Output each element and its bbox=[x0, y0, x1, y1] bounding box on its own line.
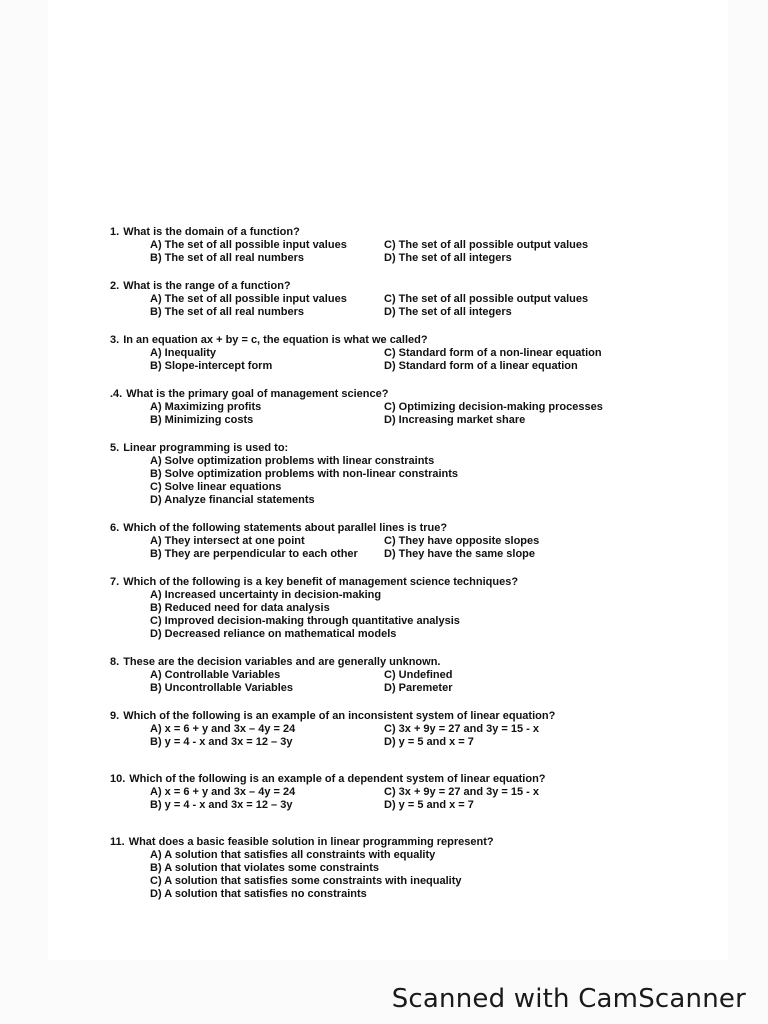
answer-option: B) The set of all real numbers bbox=[150, 252, 305, 264]
answer-option: D) Increasing market share bbox=[384, 414, 526, 426]
answer-option: C) The set of all possible output values bbox=[384, 293, 589, 305]
answer-option: D) They have the same slope bbox=[384, 548, 535, 560]
answer-option: D) y = 5 and x = 7 bbox=[384, 799, 474, 811]
answer-option: C) Solve linear equations bbox=[150, 481, 282, 493]
answer-options bbox=[150, 347, 630, 373]
answer-option: C) Standard form of a non-linear equation bbox=[384, 347, 602, 359]
question-text-line bbox=[110, 576, 630, 589]
answer-option: C) 3x + 9y = 27 and 3y = 15 - x bbox=[384, 723, 540, 735]
answer-option: A) A solution that satisfies all constraints with equality bbox=[150, 849, 436, 861]
answer-option: A) x = 6 + y and 3x – 4y = 24 bbox=[150, 786, 296, 798]
answer-option: A) Inequality bbox=[150, 347, 217, 359]
camscanner-watermark: Scanned with CamScanner bbox=[391, 984, 746, 1014]
answer-option: C) The set of all possible output values bbox=[384, 239, 589, 251]
answer-option: D) Analyze financial statements bbox=[150, 494, 315, 506]
question-block bbox=[110, 773, 630, 812]
answer-option: A) Maximizing profits bbox=[150, 401, 262, 413]
question-text-line bbox=[110, 836, 630, 849]
question-block bbox=[110, 388, 630, 427]
answer-option: B) Reduced need for data analysis bbox=[150, 602, 330, 614]
question-text-line bbox=[110, 388, 630, 401]
answer-option: C) Improved decision-making through quantitative analysis bbox=[150, 615, 460, 627]
question-text: What does a basic feasible solution in linear programming represent? bbox=[128, 836, 494, 848]
answer-options bbox=[150, 589, 630, 641]
answer-options bbox=[150, 239, 630, 265]
question-number: .4. bbox=[110, 388, 123, 400]
question-number: 8. bbox=[110, 656, 120, 668]
answer-option: D) A solution that satisfies no constraints bbox=[150, 888, 367, 900]
answer-option: B) Solve optimization problems with non-linear constraints bbox=[150, 468, 459, 480]
answer-option: D) Decreased reliance on mathematical models bbox=[150, 628, 397, 640]
question-text: In an equation ax + by = c, the equation is what we called? bbox=[123, 334, 428, 346]
question-list bbox=[110, 226, 630, 901]
answer-option: D) The set of all integers bbox=[384, 252, 512, 264]
answer-option: B) Minimizing costs bbox=[150, 414, 254, 426]
answer-option: B) The set of all real numbers bbox=[150, 306, 305, 318]
answer-options bbox=[150, 723, 630, 749]
question-text-line bbox=[110, 334, 630, 347]
answer-options bbox=[150, 669, 630, 695]
answer-options bbox=[150, 455, 630, 507]
answer-option: B) Uncontrollable Variables bbox=[150, 682, 294, 694]
question-text-line bbox=[110, 522, 630, 535]
answer-option: B) y = 4 - x and 3x = 12 – 3y bbox=[150, 736, 293, 748]
answer-option: C) Undefined bbox=[384, 669, 453, 681]
question-block bbox=[110, 334, 630, 373]
answer-option: D) Paremeter bbox=[384, 682, 453, 694]
answer-option: B) Slope-intercept form bbox=[150, 360, 273, 372]
question-text-line bbox=[110, 442, 630, 455]
answer-option: B) A solution that violates some constraints bbox=[150, 862, 379, 874]
answer-option: C) Optimizing decision-making processes bbox=[384, 401, 603, 413]
question-number: 3. bbox=[110, 334, 120, 346]
answer-options bbox=[150, 401, 630, 427]
question-number: 6. bbox=[110, 522, 120, 534]
question-number: 7. bbox=[110, 576, 120, 588]
question-text: Which of the following is a key benefit of management science techniques? bbox=[123, 576, 519, 588]
question-text: Which of the following is an example of a dependent system of linear equation? bbox=[129, 773, 546, 785]
question-block bbox=[110, 836, 630, 901]
answer-option: A) The set of all possible input values bbox=[150, 293, 347, 305]
question-block bbox=[110, 656, 630, 695]
question-number: 11. bbox=[110, 836, 125, 848]
answer-option: C) A solution that satisfies some constraints with inequality bbox=[150, 875, 462, 887]
question-text: What is the domain of a function? bbox=[123, 226, 300, 238]
answer-option: B) y = 4 - x and 3x = 12 – 3y bbox=[150, 799, 293, 811]
question-number: 1. bbox=[110, 226, 120, 238]
answer-option: A) Controllable Variables bbox=[150, 669, 281, 681]
answer-option: C) They have opposite slopes bbox=[384, 535, 540, 547]
question-text: Which of the following statements about parallel lines is true? bbox=[123, 522, 448, 534]
question-text: These are the decision variables and are generally unknown. bbox=[123, 656, 441, 668]
question-block bbox=[110, 226, 630, 265]
question-text: Which of the following is an example of an inconsistent system of linear equation? bbox=[123, 710, 556, 722]
question-text-line bbox=[110, 710, 630, 723]
question-block bbox=[110, 522, 630, 561]
answer-options bbox=[150, 849, 630, 901]
answer-option: A) x = 6 + y and 3x – 4y = 24 bbox=[150, 723, 296, 735]
answer-option: A) They intersect at one point bbox=[150, 535, 305, 547]
question-text-line bbox=[110, 773, 630, 786]
answer-option: C) 3x + 9y = 27 and 3y = 15 - x bbox=[384, 786, 540, 798]
question-text: What is the range of a function? bbox=[123, 280, 291, 292]
question-text-line bbox=[110, 226, 630, 239]
answer-option: A) Increased uncertainty in decision-making bbox=[150, 589, 382, 601]
answer-options bbox=[150, 535, 630, 561]
answer-option: A) Solve optimization problems with linear constraints bbox=[150, 455, 435, 467]
answer-option: A) The set of all possible input values bbox=[150, 239, 347, 251]
question-text: Linear programming is used to: bbox=[123, 442, 289, 454]
question-number: 10. bbox=[110, 773, 126, 785]
question-text-line bbox=[110, 656, 630, 669]
answer-options bbox=[150, 293, 630, 319]
answer-option: D) Standard form of a linear equation bbox=[384, 360, 578, 372]
question-block bbox=[110, 710, 630, 749]
question-number: 5. bbox=[110, 442, 120, 454]
question-number: 9. bbox=[110, 710, 120, 722]
question-number: 2. bbox=[110, 280, 120, 292]
answer-option: D) y = 5 and x = 7 bbox=[384, 736, 474, 748]
question-text-line bbox=[110, 280, 630, 293]
answer-options bbox=[150, 786, 630, 812]
answer-option: B) They are perpendicular to each other bbox=[150, 548, 358, 560]
question-block bbox=[110, 280, 630, 319]
question-block bbox=[110, 576, 630, 641]
question-block bbox=[110, 442, 630, 507]
question-text: What is the primary goal of management science? bbox=[126, 388, 389, 400]
answer-option: D) The set of all integers bbox=[384, 306, 512, 318]
